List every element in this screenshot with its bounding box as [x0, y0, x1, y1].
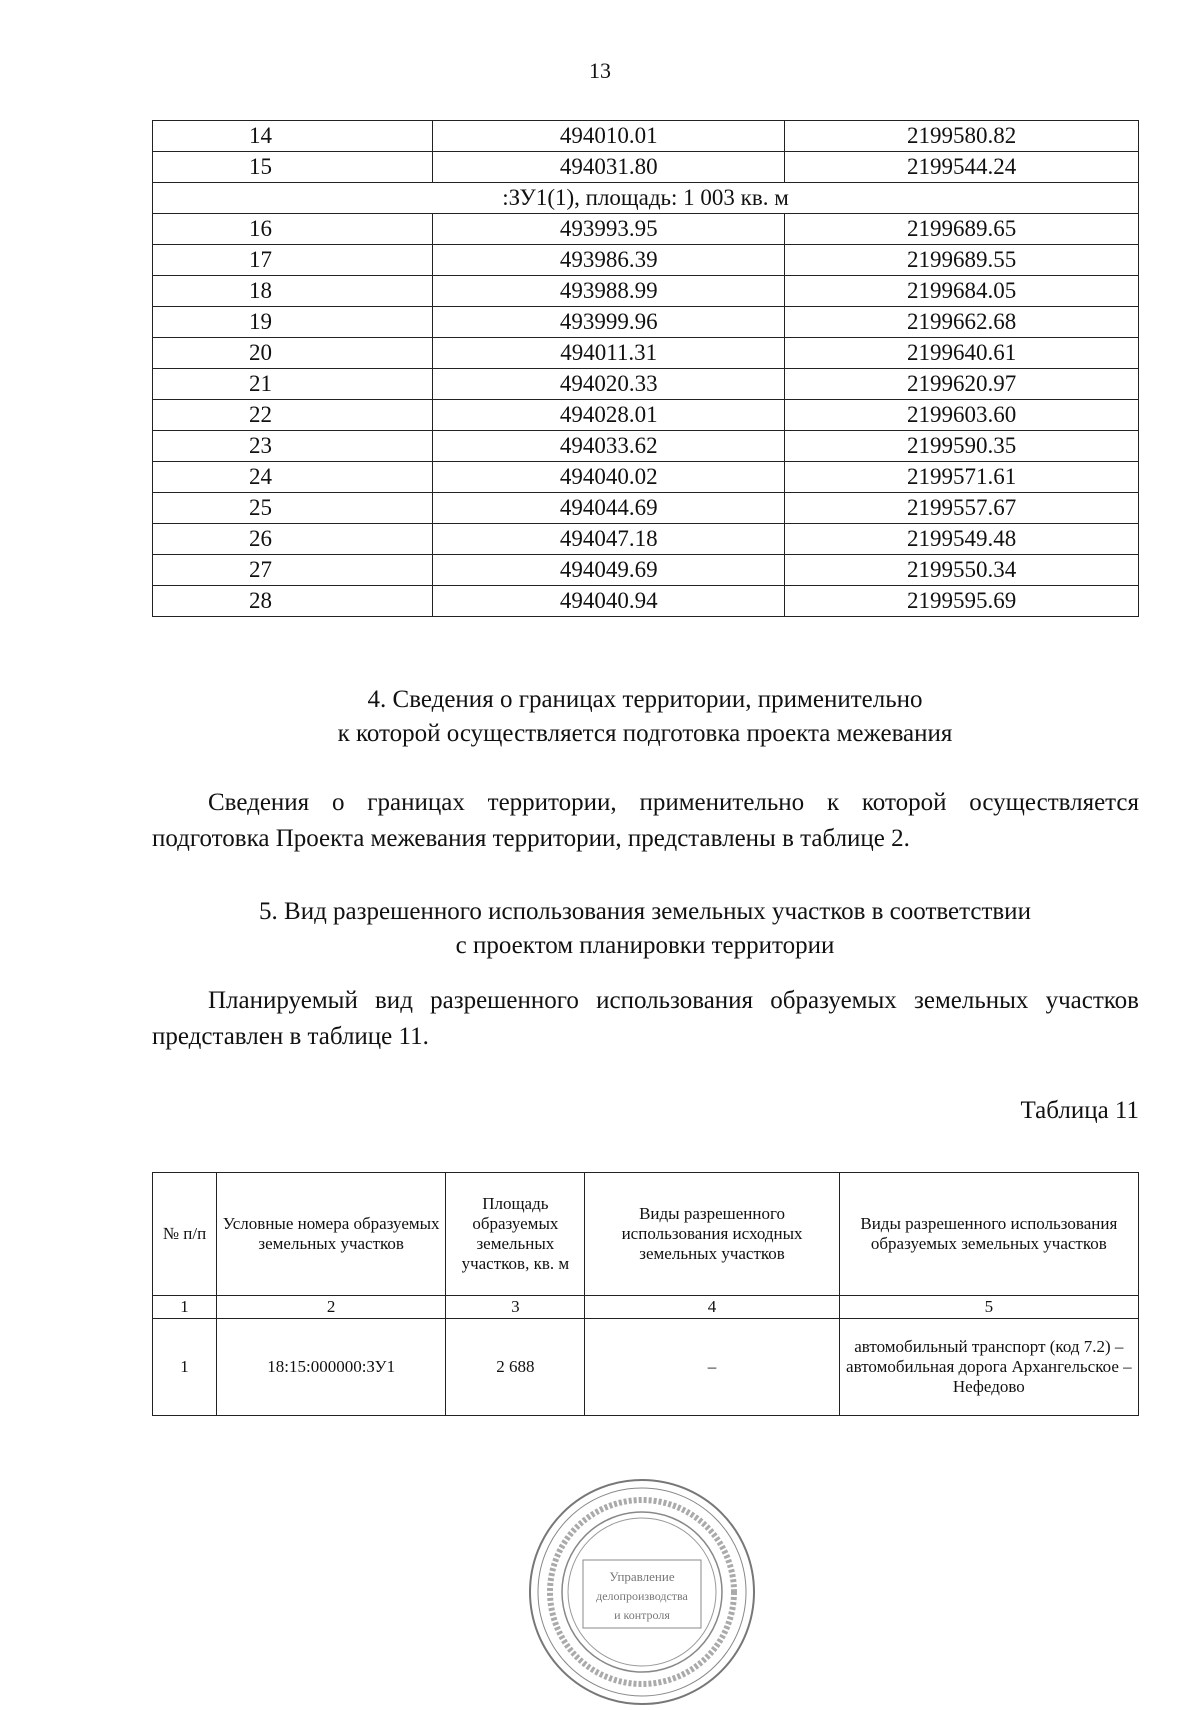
point-number: 14	[153, 121, 433, 152]
coord-y: 2199550.34	[785, 555, 1139, 586]
planned-use: автомобильный транспорт (код 7.2) – автомобильная дорога Архангельское – Нефедово	[839, 1319, 1138, 1416]
coord-x: 494049.69	[433, 555, 785, 586]
coord-y: 2199580.82	[785, 121, 1139, 152]
coord-y: 2199544.24	[785, 152, 1139, 183]
section-5-heading	[150, 895, 1140, 963]
section-5-heading-line2: с проектом планировки территории	[455, 932, 835, 959]
section-4-heading	[150, 683, 1140, 751]
table-row	[153, 493, 1139, 524]
table-row	[153, 1319, 1139, 1416]
header-number: № п/п	[153, 1173, 217, 1296]
point-number: 28	[153, 586, 433, 617]
stamp-line-3: и контроля	[614, 1608, 670, 1622]
header-area: Площадь образуемых земельных участков, кв. м	[446, 1173, 585, 1296]
point-number: 27	[153, 555, 433, 586]
point-number: 24	[153, 462, 433, 493]
point-number: 18	[153, 276, 433, 307]
coord-x: 493986.39	[433, 245, 785, 276]
coord-y: 2199603.60	[785, 400, 1139, 431]
section-5-heading-line1: 5. Вид разрешенного использования земельных участков в соответствии	[259, 898, 1031, 925]
source-use: –	[585, 1319, 839, 1416]
table-row	[153, 121, 1139, 152]
coord-x: 493988.99	[433, 276, 785, 307]
section-4-paragraph: Сведения о границах территории, применительно к которой осуществляется подготовка Проекта межевания территории, представлены в таблице 2.	[152, 789, 1139, 852]
plot-header: :ЗУ1(1), площадь: 1 003 кв. м	[153, 183, 1139, 214]
coord-x: 494040.02	[433, 462, 785, 493]
coord-y: 2199620.97	[785, 369, 1139, 400]
coord-x: 494044.69	[433, 493, 785, 524]
coord-y: 2199689.55	[785, 245, 1139, 276]
coord-x: 494010.01	[433, 121, 785, 152]
row-number: 1	[153, 1319, 217, 1416]
table-row	[153, 524, 1139, 555]
section-4-heading-line2: к которой осуществляется подготовка проекта межевания	[337, 720, 953, 747]
coord-x: 494047.18	[433, 524, 785, 555]
header-source-use: Виды разрешенного использования исходных земельных участков	[585, 1173, 839, 1296]
coord-y: 2199684.05	[785, 276, 1139, 307]
plot-area: 2 688	[446, 1319, 585, 1416]
coord-x: 494028.01	[433, 400, 785, 431]
table-row	[153, 307, 1139, 338]
table-row	[153, 338, 1139, 369]
plot-number: 18:15:000000:ЗУ1	[217, 1319, 446, 1416]
table-row	[153, 276, 1139, 307]
column-numbers-row: 1 2 3 4 5	[153, 1296, 1139, 1319]
header-planned-use: Виды разрешенного использования образуемых земельных участков	[839, 1173, 1138, 1296]
coord-x: 494040.94	[433, 586, 785, 617]
coord-y: 2199662.68	[785, 307, 1139, 338]
coord-x: 494011.31	[433, 338, 785, 369]
coord-y: 2199689.65	[785, 214, 1139, 245]
point-number: 26	[153, 524, 433, 555]
official-stamp	[525, 1475, 760, 1710]
table-row	[153, 462, 1139, 493]
plot-header-row	[153, 183, 1139, 214]
coordinates-table	[152, 120, 1139, 617]
stamp-line-1: Управление	[609, 1569, 675, 1584]
table-11-caption: Таблица 11	[1020, 1097, 1139, 1124]
table-row	[153, 152, 1139, 183]
coord-y: 2199595.69	[785, 586, 1139, 617]
section-4-heading-line1: 4. Сведения о границах территории, применительно	[367, 686, 923, 713]
coord-x: 494031.80	[433, 152, 785, 183]
table-row	[153, 400, 1139, 431]
point-number: 15	[153, 152, 433, 183]
point-number: 21	[153, 369, 433, 400]
point-number: 23	[153, 431, 433, 462]
point-number: 20	[153, 338, 433, 369]
table-row	[153, 369, 1139, 400]
point-number: 22	[153, 400, 433, 431]
coord-y: 2199557.67	[785, 493, 1139, 524]
table-row	[153, 431, 1139, 462]
table-row	[153, 555, 1139, 586]
coord-y: 2199590.35	[785, 431, 1139, 462]
coord-y: 2199571.61	[785, 462, 1139, 493]
point-number: 19	[153, 307, 433, 338]
point-number: 17	[153, 245, 433, 276]
coord-y: 2199640.61	[785, 338, 1139, 369]
coord-x: 493999.96	[433, 307, 785, 338]
table-row	[153, 214, 1139, 245]
stamp-line-2: делопроизводства	[596, 1589, 688, 1603]
coord-x: 494033.62	[433, 431, 785, 462]
section-5-paragraph: Планируемый вид разрешенного использования образуемых земельных участков представлен в таблице 11.	[152, 987, 1139, 1050]
page-number: 13	[589, 58, 611, 83]
header-plot-number: Условные номера образуемых земельных участков	[217, 1173, 446, 1296]
table-row	[153, 245, 1139, 276]
coord-y: 2199549.48	[785, 524, 1139, 555]
table-11	[152, 1172, 1139, 1416]
coord-x: 494020.33	[433, 369, 785, 400]
coord-x: 493993.95	[433, 214, 785, 245]
point-number: 25	[153, 493, 433, 524]
table-row	[153, 586, 1139, 617]
point-number: 16	[153, 214, 433, 245]
